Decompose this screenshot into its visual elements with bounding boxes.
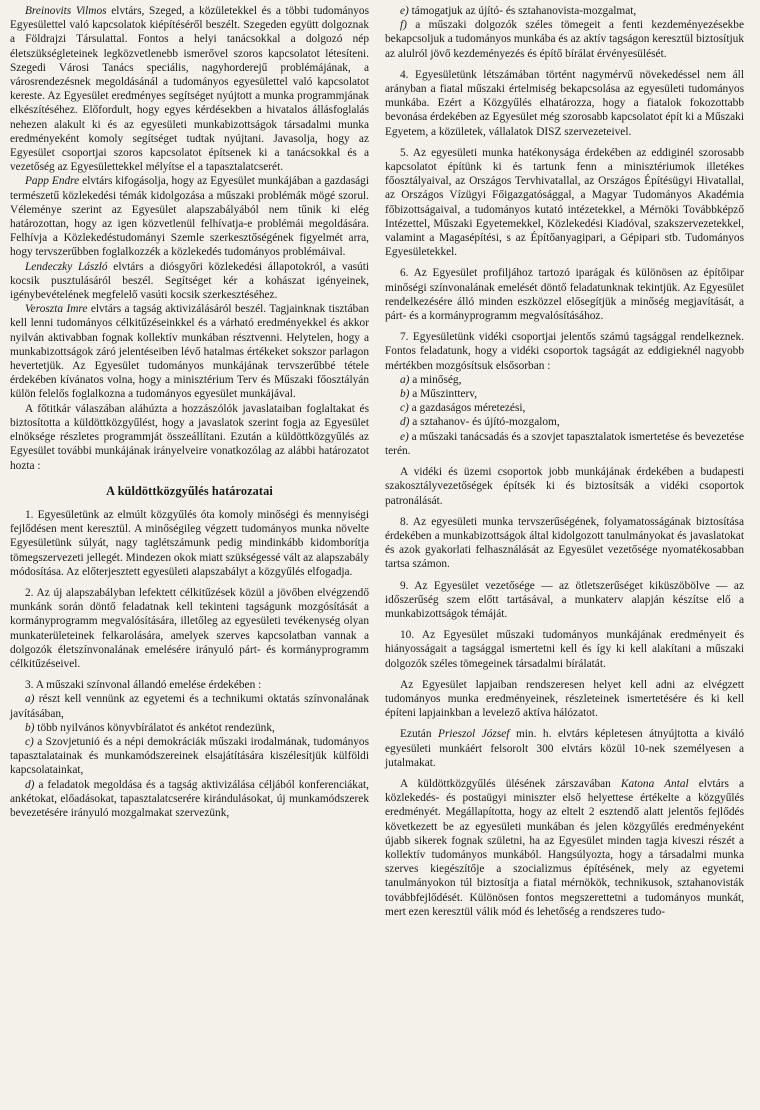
item-letter: d) [25, 778, 35, 791]
paragraph-text: elvtárs kifogásolja, hogy az Egyesület munkájában a gazdasági természetű közlekedési témák kidolgozása a műszaki problémák mögé szorul. Véleménye szerint az Egyesület alapszabályából nem tűnik ki elég határozottan, hogy az igen közvetlenül felhívatja-e problémái megoldására. Felhívja a Közlekedéstudományi Szemle szerkesztőségének figyelmét arra, hogy tervszerűbben foglalkozzék a közlekedés tudományos problémáival. [10, 175, 369, 259]
paragraph-text: elvtárs a közlekedés- és postaügyi miniszter első helyettese értékelte a közgyűlés eredményét. Megállapította, hogy az eltelt 2 esztendő alatt jelentős fejlődés következett be az egyesületi munkában és jelen közgyűlés eredményeként újabb sikerek fognak születni, ha az Egyesület minden tagja kiveszi részét a kollektív tudományos munkából. Hangsúlyozta, hogy a társadalmi munka szerves kiegészítője a szocializmus építésének, mely az egyetemi tanulmányokon túl biztosítja a fiatal mérnökök, technikusok, sztahanovisták továbbfejlődését. Különösen fontos megszerettetni a tudományos munkát, mert ezen keresztül válik mód és lehetőség a rendszeres tudo- [385, 777, 744, 918]
paragraph-text: Ezután [400, 728, 439, 741]
speaker-name: Prieszol József [438, 728, 510, 741]
resolution-3: 3. A műszaki színvonal állandó emelése érdekében : [25, 679, 262, 692]
resolution-7-c [385, 401, 744, 415]
item-letter: e) [400, 430, 409, 443]
left-column [10, 4, 369, 1110]
item-letter: c) [25, 735, 34, 748]
item-text: a Szovjetunió és a népi demokráciák műszaki irodalmának, tudományos tapasztalatainak és munkamódszereinek elsajátítására kiszélesítjük külföldi kapcsolatainkat, [10, 735, 369, 777]
paragraph-prieszol [385, 727, 744, 770]
resolution-4: 4. Egyesületünk létszámában történt nagymérvű növekedéssel nem áll arányban a fiatal műszaki értelmiség bekapcsolása az egyesületi tudományos munkába. Ezért a Közgyűlés elhatározza, hogy a fiatalok fokozottabb bevonása érdekében az Egyesület még szorosabb kapcsolatot épít ki a Műszaki Egyetem, a közületek, vállalatok DISZ szervezeteivel. [385, 68, 744, 138]
item-letter: e) [400, 5, 409, 17]
resolution-3-a [10, 692, 369, 720]
item-letter: a) [400, 373, 410, 386]
item-text: a műszaki tanácsadás és a szovjet tapasztalatok ismertetése és bevezetése terén. [385, 430, 744, 457]
item-letter: c) [400, 402, 409, 415]
paragraph-lapok: Az Egyesület lapjaiban rendszeresen helyet kell adni az elvégzett tudományos munka eredményeinek, részleteinek ismertetésére és ki kell építeni lapjainkban a levelező aktíva hálózatot. [385, 678, 744, 720]
paragraph-fotitkar: A főtitkár válaszában aláhúzta a hozzászólók javaslataiban foglaltakat és biztosította a küldöttközgyűlést, hogy a javaslatok szerint fogja az Egyesület elnöksége részletes programmját összeállítani. Ezután a küldöttközgyűlés az Egyesület további munkájának irányelveire vonatkozólag az alábbi határozatot hozta : [10, 402, 369, 472]
resolution-2: 2. Az új alapszabályban lefektett célkitűzések közül a jövőben elvégzendő munkánk során döntő feladatnak kell tekinteni tagságunk mozgósítását a kormányprogramm megvalósítására, illetőleg az egyesületi tevékenység olyan munkaterületeinek felkarolására, amelyek szerves kapcsolatban vannak a dolgozók életszínvonalának emelésére irányuló párt- és kormányprogramm célkitűzéseivel. [10, 586, 369, 670]
resolution-7-a [385, 373, 744, 387]
item-text: a feladatok megoldása és a tagság aktivizálása céljából konferenciákat, ankétokat, előadásokat, tapasztalatcserére kirándulásokat, új munkamódszerek bevezetésére irányuló mozgalmakat szervezünk, [10, 778, 369, 819]
paragraph-katona [385, 777, 744, 919]
resolution-7-b [385, 387, 744, 401]
resolution-7: 7. Egyesületünk vidéki csoportjai jelentős számú tagsággal rendelkeznek. Fontos feladatunk, hogy a vidéki csoportok tagságát az eddigieknél nagyobb mértékben mozgósítsuk elsősorban : [385, 331, 744, 372]
paragraph-text: elvtárs, Szeged, a közületekkel és a többi tudományos Egyesülettel való kapcsolatok kiépítéséről beszélt. Szegeden együtt dolgoznak a Földrajzi Társulattal. Fontos a helyi tanácsokkal a dolgozó nép életszükségleteinek legközvetlenebb ismerővel szoros kapcsolatot létesíteni. Szegedi Városi Tanács speciális, nagyhorderejű problémájának, a városrendezésnek megoldásánál a tudományos egyesülettel való kapcsolatot kereste. Az Egyesület eredményes segítséget nyújtott a munka programmjának elkészítéséhez. Előfordult, hogy egyes kérdésekben a hivatalos állásfoglalás nehezen alakult ki és az egyesületi munkabizottságok társadalmi munka eredményeként komoly segítséget tudtak nyújtani. Javasolja, hogy az Egyesület csoportjai szoros kapcsolatot építsenek ki a tanácsokkal és a vezetőség az Egyesülettekkel mélyítse el a tapasztalatcserét. [10, 5, 369, 174]
paragraph-text: min. h. elvtárs képletesen átnyújtotta a kiváló egyesületi munkáért felsorolt 300 elvtárs közül 10-nek személyesen a jutalmakat. [385, 728, 744, 769]
speaker-name: Lendeczky László [25, 260, 108, 273]
resolution-8: 8. Az egyesületi munka tervszerűségének, folyamatosságának biztosítása érdekében a munkabizottságok által kidolgozott tanulmányokat és javaslatokat és azok gyakorlati felhasználását az Egyesület vezetősége nyomatékosabban tartsa számon. [385, 515, 744, 571]
right-column [385, 4, 744, 1110]
resolution-3-e [385, 4, 744, 18]
paragraph-lendeczky [10, 260, 369, 303]
resolution-3-b [10, 721, 369, 735]
speaker-name: Katona Antal [620, 777, 689, 790]
item-letter: f) [400, 19, 407, 32]
resolution-3-d [10, 778, 369, 821]
resolution-3-c [10, 735, 369, 778]
resolution-1: 1. Egyesületünk az elmúlt közgyűlés óta komoly minőségi és mennyiségi fejlődésen ment keresztül. A minőségileg végzett tudományos munka növelte Egyesületünk súlyát, nagy taglétszámunk pedig mindinkább kidomborítja tömegszervezeti jellegét. Mindezen okok miatt szükségessé vált az alapszabály módosítása. Az előterjesztett egyesületi alapszabályt a közgyűlés elfogadja. [10, 508, 369, 578]
resolution-5: 5. Az egyesületi munka hatékonysága érdekében az eddiginél szorosabb kapcsolatot építünk ki és tartunk fenn a minisztériumok illetékes főosztályaival, az Országos Tervhivatallal, az Országos Építésügyi Hivatallal, az Országos Vízügyi Főigazgatósággal, a Magyar Tudományos Akadémia főbizottságaival, a tudományos kutató intézetekkel, a Mérnöki Továbbképző Intézettel, Műszaki Egyetemekkel, Közlekedési Kiadóval, szakszervezetekkel, valamint a Magasépítési, s az Építőanyagipari, a Gépipari stb. Tudományos Egyesületekkel. [385, 146, 744, 259]
item-letter: d) [400, 416, 410, 429]
paragraph-papp [10, 174, 369, 259]
item-text: több nyilvános könyvbírálatot és ankétot rendezünk, [34, 721, 275, 734]
item-text: a minőség, [409, 373, 462, 386]
item-text: a gazdaságos méretezési, [408, 402, 526, 415]
resolution-10: 10. Az Egyesület műszaki tudományos munkájának eredményeit és hiányosságait a tagsággal ismertetni kell és így ki kell alakítani a műszaki dolgozók széles tömegeinek társadalmi bírálatát. [385, 629, 744, 670]
resolution-3-f [385, 18, 744, 61]
item-text: részt kell vennünk az egyetemi és a technikumi oktatás színvonalának javításában, [10, 693, 369, 720]
paragraph-veroszta [10, 302, 369, 401]
resolution-7-continuation: A vidéki és üzemi csoportok jobb munkájának érdekében a budapesti szakosztályvezetőségek építsék ki és biztosítsák a vidéki csoportok patronálását. [385, 466, 744, 507]
paragraph-text: elvtárs a tagság aktivizálásáról beszél. Tagjainknak tisztában kell lenni tudományos célkitűzéseinkkel és a várható eredményekkel és akkor nyilván aktivabban fognak kollektív munkában résztvenni. Helytelen, hogy a munkabizottságok záró jelentéseiben lévő hatalmas értékeket sokszor parlagon hevertetjük. Az Egyesület tudományos munkájának tervszerűbbé tétele érdekében kívánatos volna, hogy a minisztérium Terv és Műszaki főosztályán külön felelős foglalkozna a tudományos egyesület munkájával. [10, 303, 369, 401]
section-heading: A küldöttközgyűlés határozatai [106, 483, 273, 498]
item-text: a sztahanov- és újító-mozgalom, [409, 416, 560, 429]
paragraph-text: A küldöttközgyűlés ülésének zárszavában [400, 777, 621, 790]
resolution-6: 6. Az Egyesület profiljához tartozó iparágak és különösen az építőipar minőségi színvonalának emelését döntő feladatunknak tekintjük. Az Egyesület rendelkezésére álló minden eszközzel elősegítjük a minőség megjavítását, a párt- és a kormányprogramm megvalósításához. [385, 267, 744, 323]
speaker-name: Veroszta Imre [25, 303, 88, 316]
item-letter: a) [25, 693, 35, 706]
item-text: a műszaki dolgozók széles tömegeit a fenti kezdeményezésekbe bekapcsoljuk a tudományos munkába és az aktív tagságon keresztül biztosítjuk az alulról jövő kezdeményezés és építő bírálat érvényesülését. [385, 19, 744, 60]
paragraph-text: elvtárs a diósgyőri közlekedési állapotokról, a vasúti kocsik pusztulásáról beszél. Segítséget kér a kohászat igényeinek, igénybevételének megfelelő vasúti kocsik szerkesztéséhez. [10, 260, 369, 302]
speaker-name: Breinovits Vilmos [25, 5, 107, 17]
item-letter: b) [400, 388, 410, 401]
item-text: a Műszintterv, [409, 388, 478, 401]
item-text: támogatjuk az újító- és sztahanovista-mozgalmat, [408, 5, 637, 17]
paragraph-breinovits [10, 4, 369, 174]
resolution-9: 9. Az Egyesület vezetősége — az ötletszerűséget kiküszöbölve — az időszerűség szem előtt tartásával, a munkaterv alapján készítse elő a munkabizottságok témáját. [385, 579, 744, 620]
speaker-name: Papp Endre [25, 175, 80, 188]
resolution-7-e [385, 430, 744, 458]
item-letter: b) [25, 721, 35, 734]
resolution-7-d [385, 415, 744, 429]
